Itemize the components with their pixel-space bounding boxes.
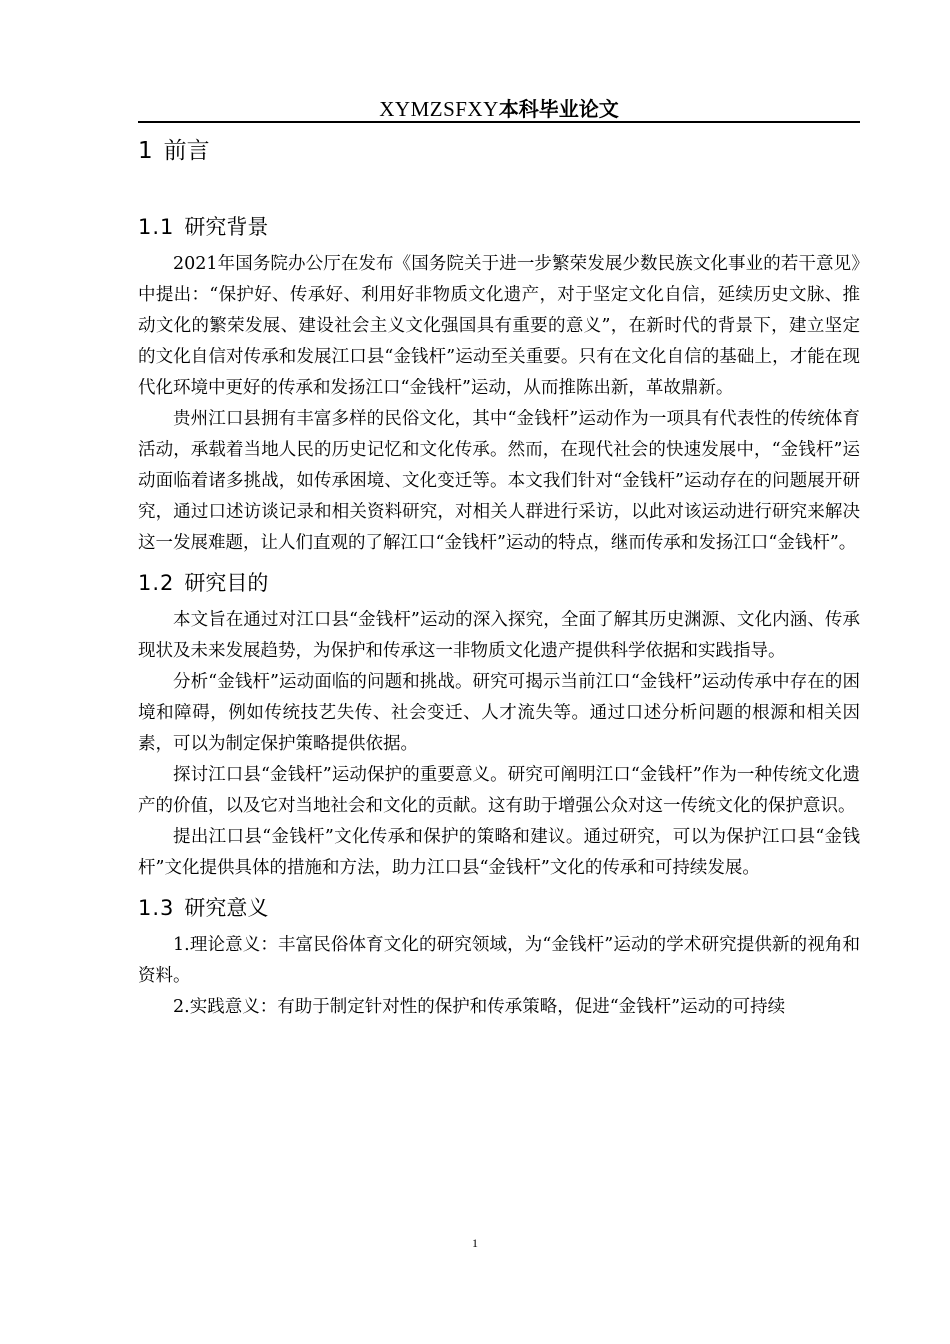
paragraph: 探讨江口县“金钱杆”运动保护的重要意义。研究可阐明江口“金钱杆”作为一种传统文化遗产的价值，以及它对当地社会和文化的贡献。这有助于增强公众对这一传统文化的保护意识。 (138, 765, 860, 816)
paragraph: 本文旨在通过对江口县“金钱杆”运动的深入探究，全面了解其历史渊源、文化内涵、传承现状及未来发展趋势，为保护和传承这一非物质文化遗产提供科学依据和实践指导。 (138, 610, 860, 661)
section-heading-significance (138, 890, 860, 926)
section-title: 研究目的 (184, 571, 269, 595)
page-number: 1 (472, 1236, 478, 1250)
section-heading-purpose (138, 565, 860, 601)
section-heading-background (138, 209, 860, 245)
paragraph: 2021年国务院办公厅在发布《国务院关于进一步繁荣发展少数民族文化事业的若干意见》中提出：“保护好、传承好、利用好非物质文化遗产，对于坚定文化自信，延续历史文脉、推动文化的繁荣发展、建设社会主义文化强国具有重要的意义”，在新时代的背景下，建立坚定的文化自信对传承和发展江口县“金钱杆”运动至关重要。只有在文化自信的基础上，才能在现代化环境中更好的传承和发扬江口“金钱杆”运动，从而推陈出新，革故鼎新。 (138, 254, 860, 398)
paragraph: 贵州江口县拥有丰富多样的民俗文化，其中“金钱杆”运动作为一项具有代表性的传统体育活动，承载着当地人民的历史记忆和文化传承。然而，在现代社会的快速发展中，“金钱杆”运动面临着诸多挑战，如传承困境、文化变迁等。本文我们针对“金钱杆”运动存在的问题展开研究，通过口述访谈记录和相关资料研究，对相关人群进行采访，以此对该运动进行研究来解决这一发展难题，让人们直观的了解江口“金钱杆”运动的特点，继而传承和发扬江口“金钱杆”。 (138, 409, 860, 553)
section-title: 研究背景 (184, 215, 269, 239)
header-school-code: XYMZSFXY (379, 97, 499, 121)
header-thesis-label: 本科毕业论文 (498, 97, 619, 121)
paragraph: 提出江口县“金钱杆”文化传承和保护的策略和建议。通过研究，可以为保护江口县“金钱杆”文化提供具体的措施和方法，助力江口县“金钱杆”文化的传承和可持续发展。 (138, 827, 860, 878)
paragraph: 1.理论意义：丰富民俗体育文化的研究领域，为“金钱杆”运动的学术研究提供新的视角和资料。 (138, 935, 860, 986)
paragraph: 2.实践意义：有助于制定针对性的保护和传承策略，促进“金钱杆”运动的可持续 (173, 997, 786, 1017)
section-number: 1.1 (138, 215, 175, 239)
section-title: 研究意义 (184, 896, 269, 920)
paragraph: 分析“金钱杆”运动面临的问题和挑战。研究可揭示当前江口“金钱杆”运动传承中存在的困境和障碍，例如传统技艺失传、社会变迁、人才流失等。通过口述分析问题的根源和相关因素，可以为制定保护策略提供依据。 (138, 672, 860, 754)
chapter-title: 前言 (163, 138, 210, 164)
page-header (138, 93, 860, 123)
page-body (138, 132, 860, 1023)
chapter-heading (138, 132, 860, 170)
section-number: 1.3 (138, 896, 175, 920)
chapter-number: 1 (138, 138, 154, 164)
section-number: 1.2 (138, 571, 175, 595)
